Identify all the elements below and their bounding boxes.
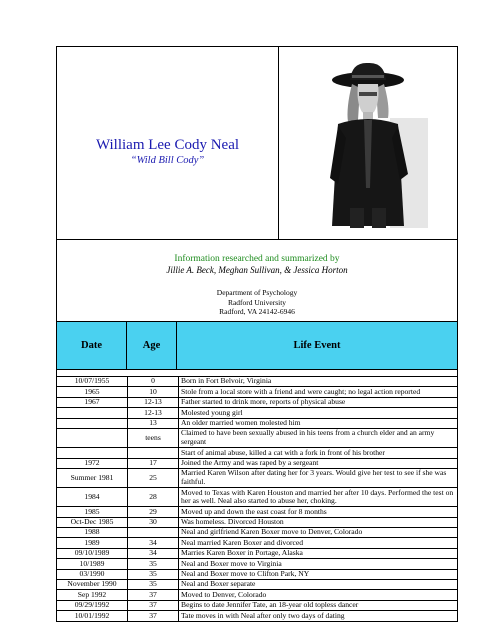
authors-line: Jillie A. Beck, Meghan Sullivan, & Jessica Horton xyxy=(166,265,348,275)
row-date: 1984 xyxy=(57,488,128,507)
header-section xyxy=(57,47,457,240)
credits-section xyxy=(57,240,457,322)
row-age: 25 xyxy=(128,468,179,487)
header-age: Age xyxy=(127,322,177,369)
row-age: 13 xyxy=(128,418,179,428)
row-age xyxy=(128,528,179,538)
university-name: Radford University xyxy=(227,297,287,307)
row-date: Oct-Dec 1985 xyxy=(57,517,128,527)
table-row xyxy=(57,397,457,407)
table-row xyxy=(57,488,457,507)
portrait-photo xyxy=(308,58,428,228)
row-event: Moved up and down the east coast for 8 months xyxy=(179,507,458,517)
row-age: 28 xyxy=(128,488,179,507)
row-age: 12-13 xyxy=(128,408,179,418)
table-row xyxy=(57,468,457,487)
row-event: Stole from a local store with a friend and were caught; no legal action reported xyxy=(179,387,458,397)
row-date: Sep 1992 xyxy=(57,590,128,600)
row-age: 12-13 xyxy=(128,397,179,407)
header-life-event: Life Event xyxy=(293,340,341,351)
row-age: teens xyxy=(128,428,179,447)
row-age: 10 xyxy=(128,387,179,397)
table-row xyxy=(57,590,457,600)
table-row xyxy=(57,580,457,590)
table-row xyxy=(57,528,457,538)
row-date: 1972 xyxy=(57,458,128,468)
row-age: 35 xyxy=(128,580,179,590)
row-date: 09/10/1989 xyxy=(57,548,128,558)
row-event: Start of animal abuse, killed a cat with a fork in front of his brother xyxy=(179,448,458,458)
row-event: Neal and girlfriend Karen Boxer move to Denver, Colorado xyxy=(179,528,458,538)
row-age: 34 xyxy=(128,538,179,548)
row-date: November 1990 xyxy=(57,580,128,590)
row-age: 37 xyxy=(128,590,179,600)
row-age: 0 xyxy=(128,377,179,387)
row-event: Marries Karen Boxer in Portage, Alaska xyxy=(179,548,458,558)
row-age xyxy=(128,448,179,458)
row-date: Summer 1981 xyxy=(57,468,128,487)
row-event: Neal and Boxer move to Clifton Park, NY xyxy=(179,569,458,579)
table-row xyxy=(57,507,457,517)
row-age: 35 xyxy=(128,559,179,569)
row-event: Born in Fort Belvoir, Virginia xyxy=(181,376,272,386)
row-age: 17 xyxy=(128,458,179,468)
photo-cell xyxy=(279,47,457,239)
table-row xyxy=(57,559,457,569)
row-date xyxy=(57,408,128,418)
row-date: 1988 xyxy=(57,528,128,538)
table-row xyxy=(57,458,457,468)
row-age: 37 xyxy=(128,600,179,610)
row-event: Married Karen Wilson after dating her for 3 years. Would give her test to see if she was faithful. xyxy=(179,468,458,487)
table-header xyxy=(57,322,457,370)
row-date: 10/07/1955 xyxy=(57,377,128,387)
row-event: Begins to date Jennifer Tate, an 18-year old topless dancer xyxy=(179,600,458,610)
subject-name: William Lee Cody Neal xyxy=(95,137,240,153)
row-date: 1985 xyxy=(57,507,128,517)
table-row xyxy=(57,600,457,610)
row-date: 1965 xyxy=(57,387,128,397)
research-line: Information researched and summarized by xyxy=(174,254,340,264)
row-age: 34 xyxy=(128,548,179,558)
row-event: Claimed to have been sexually abused in his teens from a church elder and an army sergeant xyxy=(179,428,458,447)
row-event: Neal and Boxer move to Virginia xyxy=(179,559,458,569)
row-event: Moved to Texas with Karen Houston and married her after 10 days. Performed the test on her as well. Neal also started to abuse her, choking. xyxy=(179,488,458,507)
header-date: Date xyxy=(57,322,127,369)
department-block xyxy=(57,288,457,317)
row-date xyxy=(57,448,128,458)
subject-nickname: “Wild Bill Cody” xyxy=(130,155,205,166)
row-age: 30 xyxy=(128,517,179,527)
row-date xyxy=(57,428,128,447)
table-row xyxy=(57,408,457,418)
row-date: 03/1990 xyxy=(57,569,128,579)
row-event: Neal and Boxer separate xyxy=(179,580,458,590)
row-age: 37 xyxy=(128,611,179,621)
row-event: Neal married Karen Boxer and divorced xyxy=(179,538,458,548)
row-event: Was homeless. Divorced Houston xyxy=(179,517,458,527)
department-name: Department of Psychology xyxy=(216,288,298,297)
row-date: 1967 xyxy=(57,397,128,407)
row-age: 29 xyxy=(128,507,179,517)
life-events-table xyxy=(57,377,457,621)
row-event: An older married women molested him xyxy=(179,418,458,428)
table-row xyxy=(57,538,457,548)
table-row xyxy=(57,548,457,558)
row-date xyxy=(57,418,128,428)
table-row xyxy=(57,611,457,621)
document-frame xyxy=(56,46,458,622)
table-row xyxy=(57,448,457,458)
name-cell xyxy=(57,47,279,239)
table-row xyxy=(57,377,457,387)
table-row xyxy=(57,569,457,579)
row-event: Father started to drink more, reports of physical abuse xyxy=(179,397,458,407)
row-event: Joined the Army and was raped by a sergeant xyxy=(179,458,458,468)
row-event: Moved to Denver, Colorado xyxy=(179,590,458,600)
row-event: Tate moves in with Neal after only two days of dating xyxy=(179,611,458,621)
table-row xyxy=(57,428,457,447)
university-address: Radford, VA 24142-6946 xyxy=(219,307,295,316)
row-date: 1989 xyxy=(57,538,128,548)
table-row xyxy=(57,418,457,428)
row-date: 09/29/1992 xyxy=(57,600,128,610)
row-date: 10/01/1992 xyxy=(57,611,128,621)
table-row xyxy=(57,387,457,397)
table-row xyxy=(57,517,457,527)
row-date: 10/1989 xyxy=(57,559,128,569)
row-event: Molested young girl xyxy=(179,408,458,418)
row-age: 35 xyxy=(128,569,179,579)
